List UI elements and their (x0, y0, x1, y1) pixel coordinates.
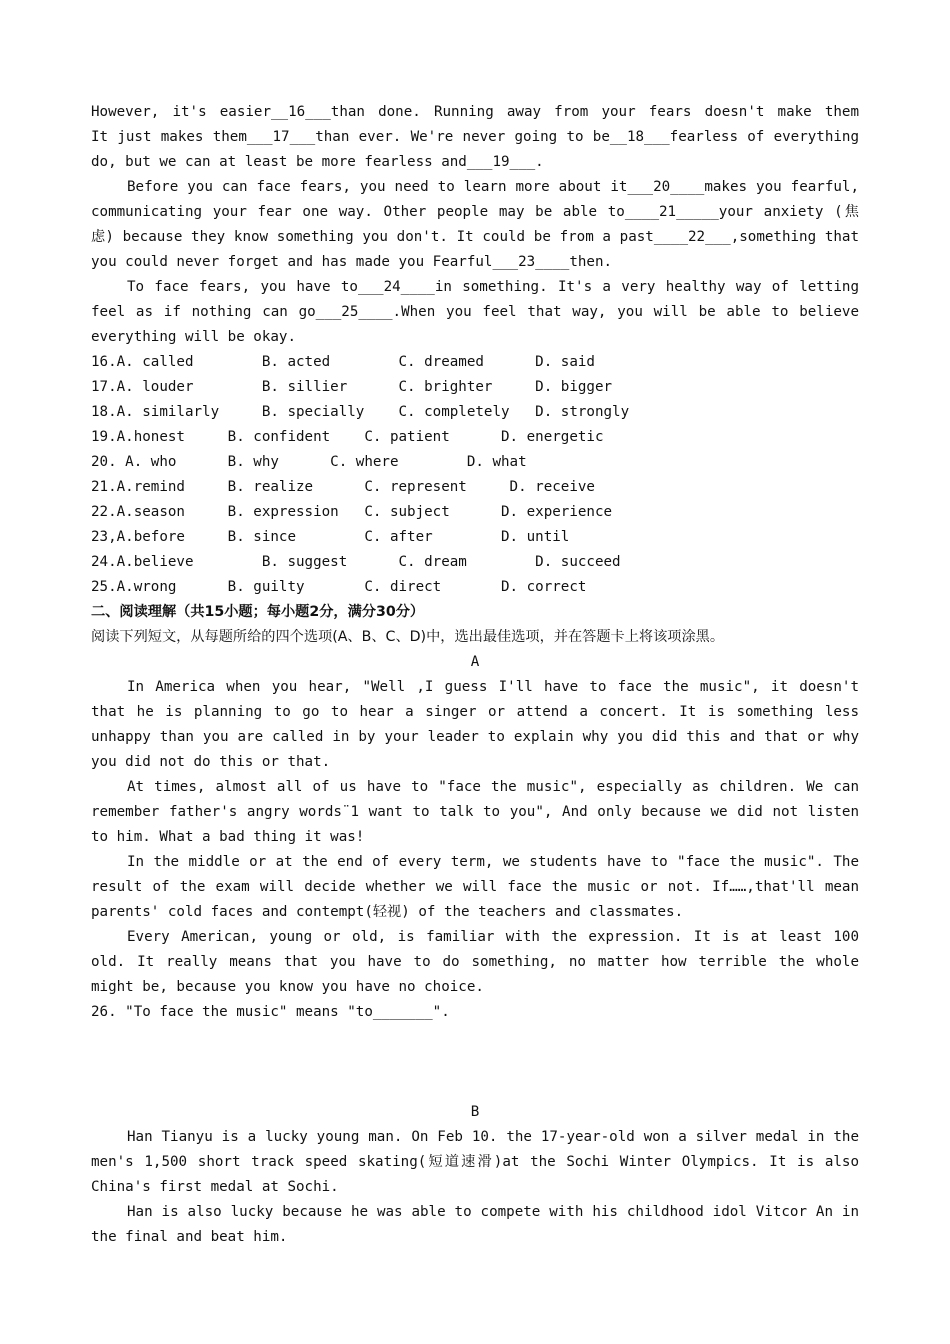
option-line: 17.A. louder B. sillier C. brighter D. bigger (91, 379, 613, 395)
passage-line: China's first medal at Sochi. (91, 1179, 339, 1195)
passage-line: Han is also lucky because he was able to compete with his childhood idol Vitcor An in (127, 1204, 859, 1220)
question-options-row (91, 1025, 859, 1050)
cloze-line: However, it's easier__16___than done. Running away from your fears doesn't make them (91, 104, 859, 120)
option-line: 25.A.wrong B. guilty C. direct D. correct (91, 579, 587, 595)
passage-line: might be, because you know you have no choice. (91, 979, 484, 995)
passage-line: unhappy than you are called in by your leader to explain why you did this and that or why (91, 729, 859, 745)
question-options-row (91, 1050, 859, 1075)
passage-line: In America when you hear, "Well ,I guess I'll have to face the music", it doesn't (127, 679, 859, 695)
passage-label-b: B (470, 1104, 480, 1120)
cloze-line: To face fears, you have to___24____in something. It's a very healthy way of letting (127, 279, 859, 295)
option-line: 22.A.season B. expression C. subject D. experience (91, 504, 613, 520)
passage-line: the final and beat him. (91, 1229, 288, 1245)
cloze-line: feel as if nothing can go___25____.When you feel that way, you will be able to believe (91, 304, 859, 320)
passage-line: parents' cold faces and contempt(轻视) of the teachers and classmates. (91, 904, 684, 920)
cloze-line: communicating your fear one way. Other people may be able to____21_____your anxiety (焦 (91, 204, 859, 220)
option-line: 18.A. similarly B. specially C. completely D. strongly (91, 404, 630, 420)
option-line: 16.A. called B. acted C. dreamed D. said (91, 354, 595, 370)
passage-line: that he is planning to go to hear a singer or attend a concert. It is something less (91, 704, 859, 720)
section-heading: 二、阅读理解（共15小题；每小题2分，满分30分） (91, 604, 425, 620)
passage-line: you did not do this or that. (91, 754, 331, 770)
passage-line: At times, almost all of us have to "face the music", especially as children. We can (127, 779, 859, 795)
cloze-line: you could never forget and has made you Fearful___23____then. (91, 254, 613, 270)
passage-line: remember father's angry words¨1 want to talk to you", And only because we did not listen (91, 804, 859, 820)
cloze-line: It just makes them___17___than ever. We're never going to be__18___fearless of everything (91, 129, 859, 145)
passage-line: Han Tianyu is a lucky young man. On Feb 10. the 17-year-old won a silver medal in the (127, 1129, 859, 1145)
option-line: 23,A.before B. since C. after D. until (91, 529, 570, 545)
passage-line: result of the exam will decide whether we will face the music or not. If……,that'll mean (91, 879, 859, 895)
section-instruction: 阅读下列短文，从每题所给的四个选项(A、B、C、D)中，选出最佳选项，并在答题卡上将该项涂黑。 (91, 629, 725, 645)
spacer (91, 1075, 859, 1100)
passage-line: to him. What a bad thing it was! (91, 829, 365, 845)
option-line: 24.A.believe B. suggest C. dream D. succeed (91, 554, 621, 570)
passage-line: In the middle or at the end of every term, we students have to "face the music". The (127, 854, 859, 870)
cloze-line: 虑) because they know something you don't. It could be from a past____22___,something that (91, 229, 859, 245)
option-line: 19.A.honest B. confident C. patient D. energetic (91, 429, 604, 445)
cloze-line: everything will be okay. (91, 329, 296, 345)
passage-line: Every American, young or old, is familiar with the expression. It is at least 100 (127, 929, 859, 945)
document-page (91, 100, 859, 1250)
passage-line: old. It really means that you have to do something, no matter how terrible the whole (91, 954, 859, 970)
cloze-line: Before you can face fears, you need to learn more about it___20____makes you fearful, (127, 179, 859, 195)
passage-line: men's 1,500 short track speed skating(短道速滑)at the Sochi Winter Olympics. It is also (91, 1154, 859, 1170)
option-line: 21.A.remind B. realize C. represent D. receive (91, 479, 595, 495)
option-line: 20. A. who B. why C. where D. what (91, 454, 527, 470)
question-26: 26. "To face the music" means "to_______". (91, 1004, 450, 1020)
cloze-line: do, but we can at least be more fearless and___19___. (91, 154, 544, 170)
passage-label-a: A (470, 654, 480, 670)
